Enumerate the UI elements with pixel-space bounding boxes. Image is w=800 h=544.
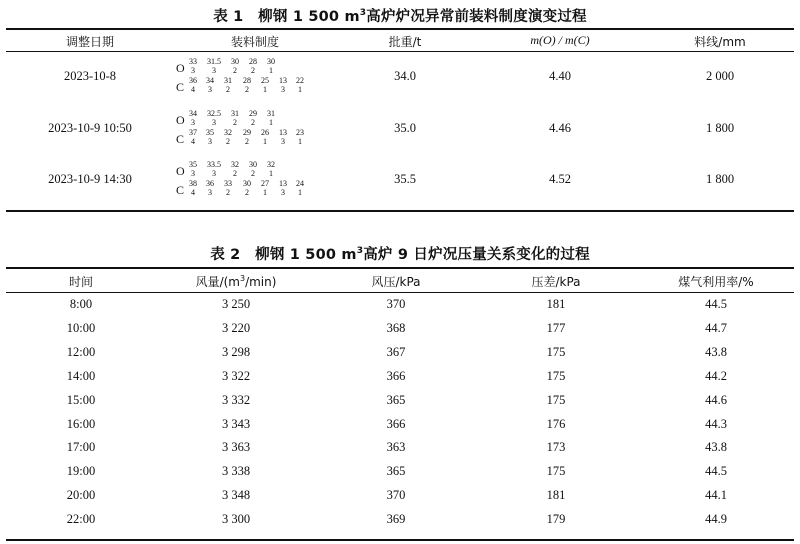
table2-cell-time: 12:00 <box>66 344 96 359</box>
ring-count: 2 <box>226 137 230 146</box>
table2-header-pressure-diff: 压差/kPa <box>531 275 581 289</box>
table2-title: 表 2 柳钢 1 500 $m^3$高炉 9 日炉况压量关系变化的过程 <box>210 246 590 263</box>
table2-cell-pressure-diff: 175 <box>546 368 566 383</box>
coke-symbol: C <box>176 183 185 197</box>
ore-batch-line <box>176 162 326 180</box>
table2-cell-airflow: 3 298 <box>221 344 251 359</box>
table2-cell-time: 20:00 <box>66 488 96 503</box>
ring-angle: 31 <box>231 109 239 118</box>
table2-cell-pressure-diff: 177 <box>546 320 566 335</box>
table1-cell-date: 2023-10-8 <box>63 69 117 83</box>
table2-cell-airflow: 3 322 <box>221 368 251 383</box>
table2-cell-time: 19:00 <box>66 464 96 479</box>
table2-cell-blast-pressure: 370 <box>386 297 406 311</box>
charging-schedule <box>176 162 326 198</box>
ring-count: 1 <box>298 137 302 146</box>
table1-cell-ratio: 4.52 <box>549 172 571 186</box>
table1-cell-ratio: 4.46 <box>549 121 571 135</box>
ring-count: 4 <box>191 137 195 146</box>
table2-cell-pressure-diff: 179 <box>546 512 566 527</box>
ring-angle: 28 <box>249 57 257 66</box>
ring-angle: 34 <box>189 109 197 118</box>
ring-count: 3 <box>212 169 216 178</box>
ring-angle: 24 <box>296 179 304 188</box>
table2-cell-gas-utilization: 43.8 <box>705 344 727 359</box>
table1-header-ratio: m(O) / m(C) <box>530 33 590 47</box>
ring-angle: 36 <box>206 179 214 188</box>
ring-angle: 32 <box>224 128 232 137</box>
table1-cell-stockline: 1 800 <box>705 121 735 135</box>
table1-header-charging: 装料制度 <box>230 35 279 49</box>
ring-angle: 13 <box>279 128 287 137</box>
ring-count: 3 <box>208 188 212 197</box>
table1-cell-batch: 35.5 <box>394 172 416 186</box>
ring-angle: 28 <box>243 76 251 85</box>
ring-count: 1 <box>298 85 302 94</box>
ore-symbol: O <box>176 113 185 127</box>
coke-symbol: C <box>176 80 185 94</box>
ring-count: 1 <box>263 188 267 197</box>
table2-header-airflow: 风量$/(m^3/\min)$ <box>195 274 277 289</box>
ring-angle: 37 <box>189 128 197 137</box>
ring-count: 3 <box>191 118 195 127</box>
table2-cell-gas-utilization: 44.5 <box>705 464 727 479</box>
table2-cell-gas-utilization: 44.9 <box>705 512 727 527</box>
table1-cell-batch: 35.0 <box>394 121 416 135</box>
ring-angle: 13 <box>279 179 287 188</box>
ring-count: 4 <box>191 188 195 197</box>
ring-count: 3 <box>281 85 285 94</box>
ring-count: 2 <box>251 169 255 178</box>
ore-symbol: O <box>176 61 185 75</box>
ring-count: 3 <box>191 66 195 75</box>
table1-cell-date: 2023-10-9 14:30 <box>48 172 132 186</box>
table1-cell-ratio: 4.40 <box>549 69 571 83</box>
table2-cell-blast-pressure: 368 <box>386 320 406 335</box>
table2-header-gas-utilization: 煤气利用率/% <box>678 275 754 289</box>
table2-cell-airflow: 3 348 <box>221 488 251 503</box>
ring-angle: 33 <box>189 57 197 66</box>
ring-angle: 32.5 <box>207 109 221 118</box>
table1-title: 表 1 柳钢 1 500 $m^3$高炉炉况异常前装料制度演变过程 <box>213 8 587 25</box>
table2-top-rule <box>6 267 794 269</box>
table1-cell-date: 2023-10-9 10:50 <box>48 121 132 135</box>
table1-cell-stockline: 1 800 <box>705 172 735 186</box>
ring-count: 2 <box>226 188 230 197</box>
table2-cell-gas-utilization: 44.2 <box>705 368 727 383</box>
ring-count: 2 <box>233 118 237 127</box>
table1-bottom-rule <box>6 210 794 212</box>
ring-angle: 38 <box>189 179 197 188</box>
ore-batch-line <box>176 111 326 129</box>
table2-cell-blast-pressure: 370 <box>386 488 406 503</box>
coke-batch-line <box>176 78 326 96</box>
table2-cell-pressure-diff: 181 <box>546 488 566 503</box>
ring-angle: 27 <box>261 179 269 188</box>
ring-angle: 30 <box>267 57 275 66</box>
ring-count: 2 <box>251 118 255 127</box>
ring-count: 2 <box>245 137 249 146</box>
table2-cell-time: 8:00 <box>69 297 93 311</box>
table2-cell-time: 10:00 <box>66 320 96 335</box>
table2-header-time: 时间 <box>68 275 93 289</box>
ring-count: 1 <box>263 137 267 146</box>
table2-cell-time: 17:00 <box>66 440 96 455</box>
ring-count: 2 <box>233 66 237 75</box>
ring-count: 1 <box>269 118 273 127</box>
ring-count: 3 <box>281 188 285 197</box>
coke-symbol: C <box>176 132 185 146</box>
ring-count: 1 <box>298 188 302 197</box>
ring-angle: 35 <box>189 160 197 169</box>
ring-angle: 30 <box>231 57 239 66</box>
ring-angle: 25 <box>261 76 269 85</box>
table2-cell-pressure-diff: 173 <box>546 440 566 455</box>
table2-bottom-rule <box>6 539 794 541</box>
table2-cell-airflow: 3 363 <box>221 440 251 455</box>
ring-angle: 13 <box>279 76 287 85</box>
ring-count: 1 <box>269 169 273 178</box>
ring-angle: 33 <box>224 179 232 188</box>
table2-cell-gas-utilization: 44.1 <box>705 488 727 503</box>
ring-count: 3 <box>191 169 195 178</box>
table2-cell-blast-pressure: 365 <box>386 392 406 407</box>
table1-top-rule <box>6 28 794 30</box>
ring-angle: 29 <box>249 109 257 118</box>
table1-cell-stockline: 2 000 <box>705 69 735 83</box>
table2-cell-airflow: 3 300 <box>221 512 251 527</box>
ring-angle: 32 <box>267 160 275 169</box>
ring-angle: 29 <box>243 128 251 137</box>
table1-header-stockline: 料线/mm <box>694 35 746 49</box>
ring-angle: 35 <box>206 128 214 137</box>
table2-cell-blast-pressure: 366 <box>386 416 406 431</box>
table2-cell-gas-utilization: 44.5 <box>705 297 727 311</box>
ring-angle: 31 <box>224 76 232 85</box>
ring-angle: 26 <box>261 128 269 137</box>
table2-cell-time: 14:00 <box>66 368 96 383</box>
ring-count: 2 <box>226 85 230 94</box>
charging-schedule <box>176 59 326 95</box>
ring-count: 2 <box>245 85 249 94</box>
table2-cell-blast-pressure: 369 <box>386 512 406 527</box>
coke-batch-line <box>176 181 326 199</box>
coke-batch-line <box>176 130 326 148</box>
ring-angle: 31.5 <box>207 57 221 66</box>
ring-angle: 30 <box>249 160 257 169</box>
table2-cell-pressure-diff: 181 <box>546 297 566 311</box>
table2-cell-blast-pressure: 366 <box>386 368 406 383</box>
ring-count: 3 <box>212 118 216 127</box>
ring-angle: 34 <box>206 76 214 85</box>
table1-header-date: 调整日期 <box>65 35 114 49</box>
table2-cell-airflow: 3 250 <box>221 297 251 311</box>
ring-angle: 33.5 <box>207 160 221 169</box>
ring-count: 3 <box>212 66 216 75</box>
table1-header-batch: 批重/t <box>388 35 422 49</box>
table2-cell-gas-utilization: 44.3 <box>705 416 727 431</box>
ring-count: 4 <box>191 85 195 94</box>
table2-cell-blast-pressure: 365 <box>386 464 406 479</box>
ring-angle: 22 <box>296 76 304 85</box>
ring-count: 2 <box>233 169 237 178</box>
ore-symbol: O <box>176 164 185 178</box>
table1-header-rule <box>6 51 794 52</box>
table2-cell-airflow: 3 338 <box>221 464 251 479</box>
table2-cell-pressure-diff: 176 <box>546 416 566 431</box>
ring-angle: 30 <box>243 179 251 188</box>
table2-cell-gas-utilization: 44.6 <box>705 392 727 407</box>
table2-header-blast-pressure: 风压/kPa <box>371 275 421 289</box>
table2-cell-airflow: 3 343 <box>221 416 251 431</box>
table2-cell-gas-utilization: 44.7 <box>705 320 727 335</box>
table2-cell-time: 16:00 <box>66 416 96 431</box>
ring-count: 1 <box>269 66 273 75</box>
table2-cell-pressure-diff: 175 <box>546 344 566 359</box>
ring-angle: 36 <box>189 76 197 85</box>
table2-cell-pressure-diff: 175 <box>546 392 566 407</box>
table1-cell-batch: 34.0 <box>394 69 416 83</box>
ring-count: 2 <box>251 66 255 75</box>
charging-schedule <box>176 111 326 147</box>
ring-count: 3 <box>208 85 212 94</box>
ring-angle: 23 <box>296 128 304 137</box>
ore-batch-line <box>176 59 326 77</box>
ring-angle: 32 <box>231 160 239 169</box>
table2-cell-time: 22:00 <box>66 512 96 527</box>
table2-cell-airflow: 3 220 <box>221 320 251 335</box>
ring-count: 1 <box>263 85 267 94</box>
ring-count: 3 <box>281 137 285 146</box>
table2-cell-airflow: 3 332 <box>221 392 251 407</box>
ring-count: 2 <box>245 188 249 197</box>
ring-angle: 31 <box>267 109 275 118</box>
table2-cell-blast-pressure: 367 <box>386 344 406 359</box>
ring-count: 3 <box>208 137 212 146</box>
table2-cell-blast-pressure: 363 <box>386 440 406 455</box>
table2-cell-time: 15:00 <box>66 392 96 407</box>
table2-cell-gas-utilization: 43.8 <box>705 440 727 455</box>
table2-header-rule <box>6 292 794 293</box>
table2-cell-pressure-diff: 175 <box>546 464 566 479</box>
